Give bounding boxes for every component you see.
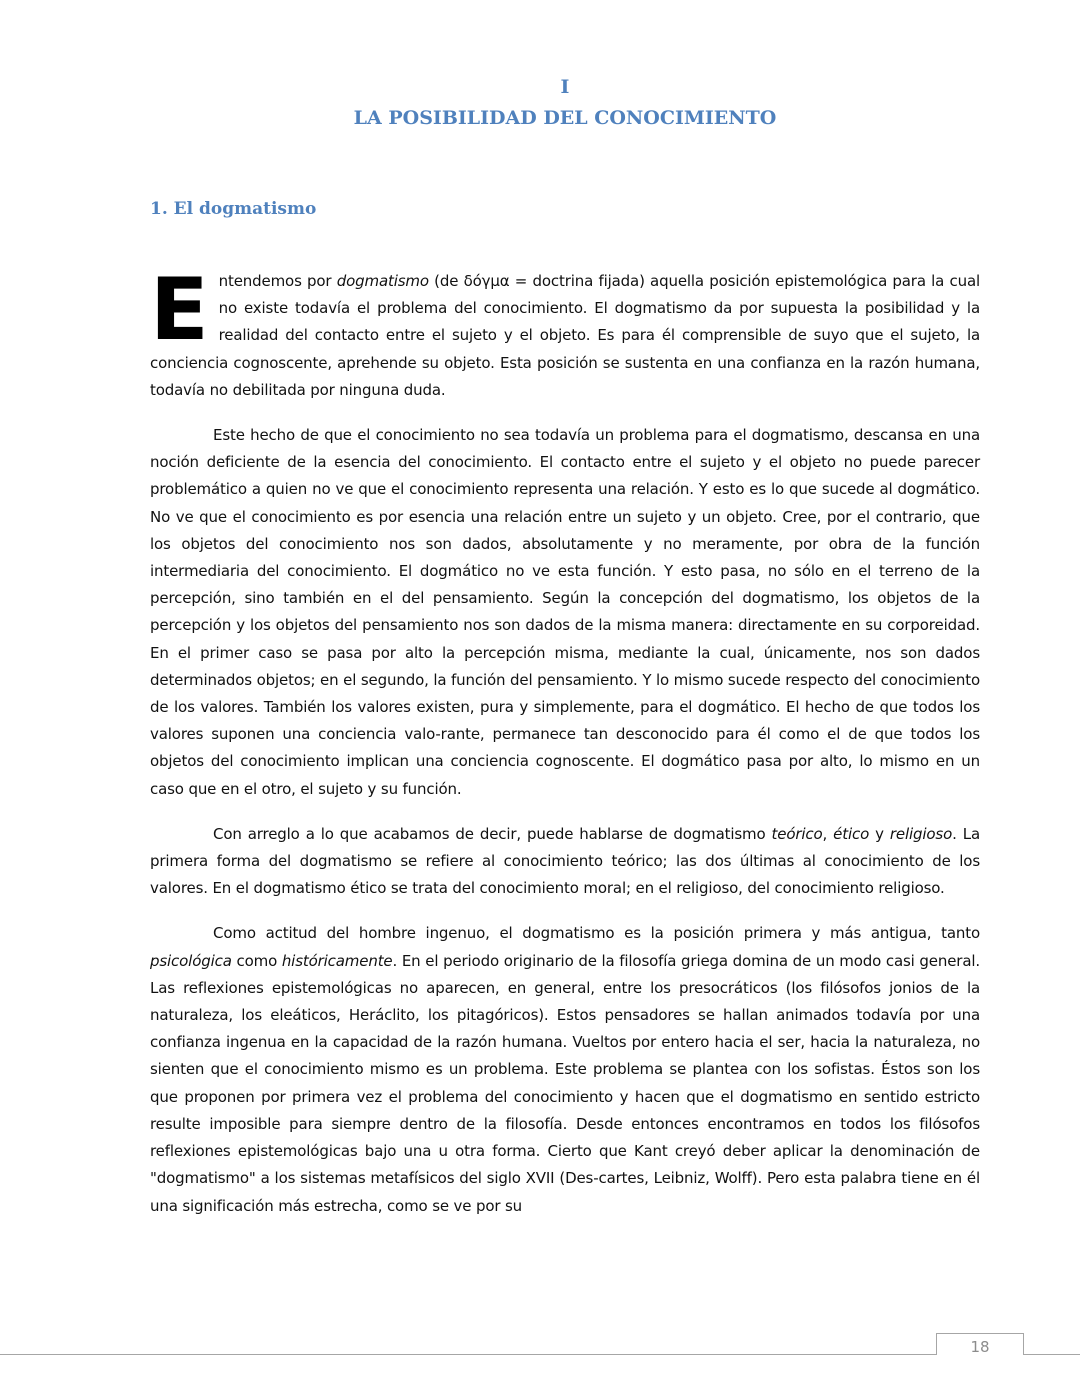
paragraph-2	[150, 422, 980, 803]
paragraph-3	[150, 821, 980, 903]
paragraph-1	[150, 260, 980, 404]
paragraph-4	[150, 920, 980, 1219]
drop-cap: E	[150, 260, 209, 360]
italic-term: ético	[833, 824, 870, 843]
text-run: Como actitud del hombre ingenuo, el dogmatismo es la posición primera y más antigua, tanto	[213, 924, 980, 943]
italic-term: históricamente	[281, 951, 393, 970]
text-run: . La primera forma del dogmatismo se refiere al conocimiento teórico; las dos últimas al conocimiento de los valores. En el dogmatismo ético se trata del conocimiento moral; en el religioso, del conocimiento religioso.	[150, 824, 980, 898]
body-text	[150, 260, 980, 1238]
text-run: ,	[822, 824, 834, 843]
footer-rule	[0, 1354, 1080, 1355]
chapter-title: LA POSIBILIDAD DEL CONOCIMIENTO	[353, 107, 777, 129]
chapter-number: I	[560, 76, 570, 98]
italic-term: religioso	[889, 824, 953, 843]
text-run: . En el periodo originario de la filosofía griega domina de un modo casi general. Las reflexiones epistemológicas no aparecen, en general, entre los presocráticos (los filósofos jonios de la naturaleza, los eleáticos, Heráclito, los pitagóricos). Estos pensadores se hallan animados todavía por una confianza ingenua en la capacidad de la razón humana. Vueltos por entero hacia el ser, hacia la naturaleza, no sienten que el conocimiento mismo es un problema. Este problema se plantea con los sofistas. Éstos son los que proponen por primera vez el problema del conocimiento y hacen que el dogmatismo en sentido estricto resulte imposible para siempre dentro de la filosofía. Desde entonces encontramos en todos los filósofos reflexiones epistemológicas bajo una u otra forma. Cierto que Kant creyó deber aplicar la denominación de "dogmatismo" a los sistemas metafísicos del siglo XVII (Des-cartes, Leibniz, Wolff). Pero esta palabra tiene en él una significación más estrecha, como se ve por su	[150, 951, 980, 1215]
italic-term: dogmatismo	[336, 272, 429, 290]
text-run: y	[869, 824, 890, 843]
page-number: 18	[936, 1333, 1024, 1355]
text-run: (de δόγμα = doctrina fijada) aquella posición epistemológica para la cual no existe todavía el problema del conocimiento. El dogmatismo da por supuesta la posibilidad y la realidad del contacto entre el sujeto y el objeto. Es para él comprensible de suyo que el sujeto, la conciencia cognoscente, aprehende su objeto. Esta posición se sustenta en una confianza en la razón humana, todavía no debilitada por ninguna duda.	[150, 272, 980, 399]
text-run: como	[231, 951, 282, 970]
text-run: Con arreglo a lo que acabamos de decir, puede hablarse de dogmatismo	[213, 824, 772, 843]
section-heading: 1. El dogmatismo	[150, 199, 317, 219]
italic-term: teórico	[771, 824, 823, 843]
text-run: Este hecho de que el conocimiento no sea todavía un problema para el dogmatismo, descansa en una noción deficiente de la esencia del conocimiento. El contacto entre el sujeto y el objeto no puede parecer problemático a quien no ve que el conocimiento representa una relación. Y esto es lo que sucede al dogmático. No ve que el conocimiento es por esencia una relación entre un sujeto y un objeto. Cree, por el contrario, que los objetos del conocimiento nos son dados, absolutamente y no meramente, por obra de la función intermediaria del conocimiento. El dogmático no ve esta función. Y esto pasa, no sólo en el terreno de la percepción, sino también en el del pensamiento. Según la concepción del dogmatismo, los objetos de la percepción y los objetos del pensamiento nos son dados de la misma manera: directamente en su corporeidad. En el primer caso se pasa por alto la percepción misma, mediante la cual, únicamente, nos son dados determinados objetos; en el segundo, la función del pensamiento. Y lo mismo sucede respecto del conocimiento de los valores. También los valores existen, pura y simplemente, para el dogmático. El hecho de que todos los valores suponen una conciencia valo-rante, permanece tan desconocido para él como el de que todos los objetos del conocimiento implican una conciencia cognoscente. El dogmático pasa por alto, lo mismo en un caso que en el otro, el sujeto y su función.	[150, 426, 980, 798]
text-run: ntendemos por	[218, 272, 337, 290]
italic-term: psicológica	[150, 951, 232, 970]
